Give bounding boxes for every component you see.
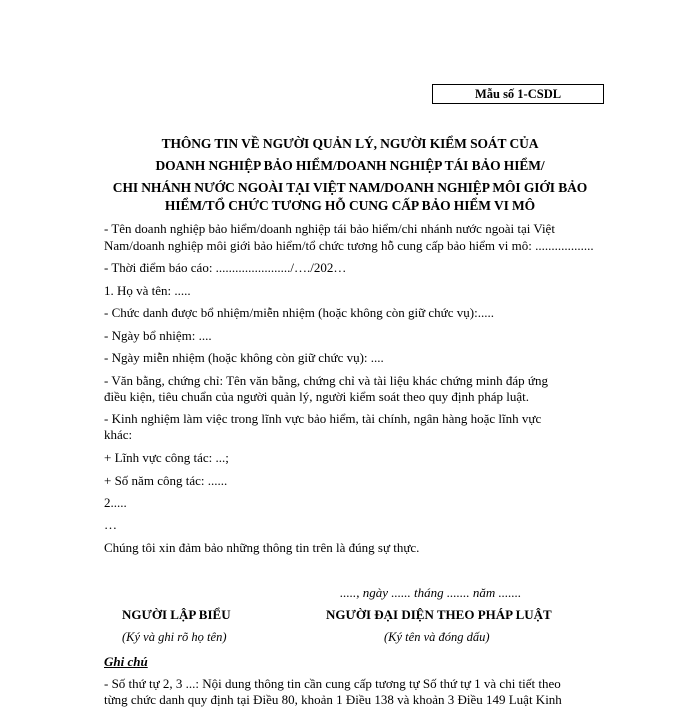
title-line-2: DOANH NGHIỆP BẢO HIỂM/DOANH NGHIỆP TÁI BẢO HIỂM/ bbox=[155, 158, 545, 173]
item-2-line: 2..... bbox=[104, 495, 127, 510]
title-line-1: THÔNG TIN VỀ NGƯỜI QUẢN LÝ, NGƯỜI KIỂM SOÁT CỦA bbox=[161, 136, 539, 151]
preparer-note: (Ký và ghi rõ họ tên) bbox=[122, 630, 227, 644]
ellipsis-line: … bbox=[104, 517, 117, 532]
title-line-3: CHI NHÁNH NƯỚC NGOÀI TẠI VIỆT NAM/DOANH NGHIỆP MÔI GIỚI BẢO bbox=[112, 180, 588, 195]
dismissal-date-line: - Ngày miễn nhiệm (hoặc không còn giữ chức vụ): .... bbox=[104, 350, 384, 365]
form-code-box: Mẫu số 1-CSDL bbox=[432, 84, 604, 104]
experience-line-1: - Kinh nghiệm làm việc trong lĩnh vực bảo hiểm, tài chính, ngân hàng hoặc lĩnh vực bbox=[104, 411, 542, 426]
work-years-line: + Số năm công tác: ...... bbox=[104, 473, 228, 488]
signature-date-line: ....., ngày ...... tháng ....... năm ....... bbox=[340, 585, 522, 600]
title-line-4: HIỂM/TỔ CHỨC TƯƠNG HỖ CUNG CẤP BẢO HIỂM VI MÔ bbox=[164, 198, 536, 213]
assurance-line: Chúng tôi xin đảm bảo những thông tin trên là đúng sự thực. bbox=[104, 540, 420, 555]
position-line: - Chức danh được bổ nhiệm/miễn nhiệm (hoặc không còn giữ chức vụ):..... bbox=[104, 305, 494, 320]
degree-line-2: điều kiện, tiêu chuẩn của người quản lý, người kiểm soát theo quy định pháp luật. bbox=[104, 389, 529, 404]
enterprise-name-line-2: Nam/doanh nghiệp môi giới bảo hiểm/tổ chức tương hỗ cung cấp bảo hiểm vi mô: .................. bbox=[104, 238, 594, 253]
full-name-line: 1. Họ và tên: ..... bbox=[104, 283, 191, 298]
preparer-title: NGƯỜI LẬP BIỂU bbox=[122, 607, 231, 622]
enterprise-name-line-1: - Tên doanh nghiệp bảo hiểm/doanh nghiệp tái bảo hiểm/chi nhánh nước ngoài tại Việt bbox=[104, 221, 555, 236]
degree-line-1: - Văn bằng, chứng chỉ: Tên văn bằng, chứng chỉ và tài liệu khác chứng minh đáp ứng bbox=[104, 373, 548, 388]
legal-representative-note: (Ký tên và đóng dấu) bbox=[384, 630, 490, 644]
legal-representative-title: NGƯỜI ĐẠI DIỆN THEO PHÁP LUẬT bbox=[326, 607, 552, 622]
appointment-date-line: - Ngày bổ nhiệm: .... bbox=[104, 328, 212, 343]
report-date-line: - Thời điểm báo cáo: ......................./…./202… bbox=[104, 260, 347, 275]
notes-line-1: - Số thứ tự 2, 3 ...: Nội dung thông tin cần cung cấp tương tự Số thứ tự 1 và chi tiết theo bbox=[104, 676, 561, 691]
notes-heading: Ghi chú bbox=[104, 654, 148, 669]
notes-line-2: từng chức danh quy định tại Điều 80, khoản 1 Điều 138 và khoản 3 Điều 149 Luật Kinh bbox=[104, 692, 562, 707]
work-field-line: + Lĩnh vực công tác: ...; bbox=[104, 450, 229, 465]
experience-line-2: khác: bbox=[104, 427, 133, 442]
